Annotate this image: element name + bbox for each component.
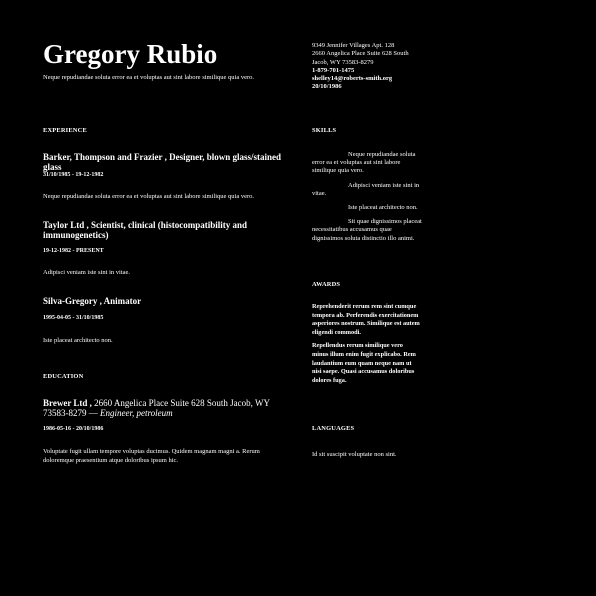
education-dates: 1986-05-16 - 20/10/1986 — [43, 426, 104, 432]
address-line-3: Jacob, WY 73583-8279 — [312, 58, 374, 66]
email-address: shelley14@roberts-smith.org — [312, 75, 393, 83]
school-name: Brewer Ltd , — [43, 398, 92, 408]
awards-list — [312, 303, 420, 390]
job-dates: 1995-04-05 - 31/10/1985 — [43, 315, 104, 321]
job-dates: 31/10/1985 - 19-12-1982 — [43, 172, 104, 178]
skills-list — [312, 151, 422, 249]
awards-heading: AWARDS — [312, 281, 341, 288]
education-description: Voluptate fugit ullam tempore voluptas ducimus. Quidem magnam magni a. Rerum doloremque praesentium atque doloribus ipsum hic. — [43, 448, 260, 464]
skill-item: Sit quae dignissimos placeat necessitatibus accusamus quae dignissimos soluta distinctio illo animi. — [312, 218, 422, 242]
job-description: Adipisci veniam iste sint in vitae. — [43, 269, 131, 276]
school-address: 2660 Angelica Place Suite 628 South Jacob, WY 73583-8279 — — [43, 398, 270, 418]
job-title: Silva-Gregory , Animator — [43, 296, 142, 306]
award-item: Reprehenderit rerum rem sint cumque tempora ab. Perferendis exercitationem asperiores nostrum. Similique est autem eligendi commodi. — [312, 303, 420, 336]
job-dates: 19-12-1982 - PRESENT — [43, 248, 104, 254]
address-line-2: 2660 Angelica Place Suite 628 South — [312, 50, 409, 58]
skill-item: Neque repudiandae soluta error ea et voluptas aut sint labore similique quia vero. — [312, 151, 416, 175]
experience-heading: EXPERIENCE — [43, 127, 87, 134]
address-line-1: 9349 Jennifer Villages Apt. 128 — [312, 42, 395, 49]
skill-item: Adipisci veniam iste sint in vitae. — [312, 181, 420, 197]
education-entry — [43, 398, 283, 418]
job-description: Iste placeat architecto non. — [43, 337, 113, 344]
contact-block — [312, 42, 462, 92]
skills-heading: SKILLS — [312, 127, 337, 134]
languages-heading: LANGUAGES — [312, 425, 355, 432]
resume-name: Gregory Rubio — [43, 39, 218, 69]
job-description: Neque repudiandae soluta error ea et voluptas aut sint labore similique quia vero. — [43, 193, 254, 200]
date-of-birth: 20/10/1986 — [312, 83, 342, 91]
phone-number: 1-879-701-1475 — [312, 66, 355, 74]
degree-name: Engineer, petroleum — [100, 408, 173, 418]
job-title: Barker, Thompson and Frazier , Designer, blown glass/stained glass — [43, 152, 282, 172]
award-item: Repellendus rerum similique vero minus illum enim fugit explicabo. Rem laudantium eum quam neque nam ut nisi saepe. Quasi accusamus doloribus dolores fuga. — [312, 342, 416, 384]
skill-item: Iste placeat architecto non. — [348, 204, 418, 212]
job-title: Taylor Ltd , Scientist, clinical (histocompatibility and immunogenetics) — [43, 220, 248, 240]
languages-text: Id sit suscipit voluptate non sint. — [312, 451, 397, 458]
education-heading: EDUCATION — [43, 373, 84, 380]
resume-tagline: Neque repudiandae soluta error ea et voluptas aut sint labore similique quia vero. — [43, 74, 254, 81]
